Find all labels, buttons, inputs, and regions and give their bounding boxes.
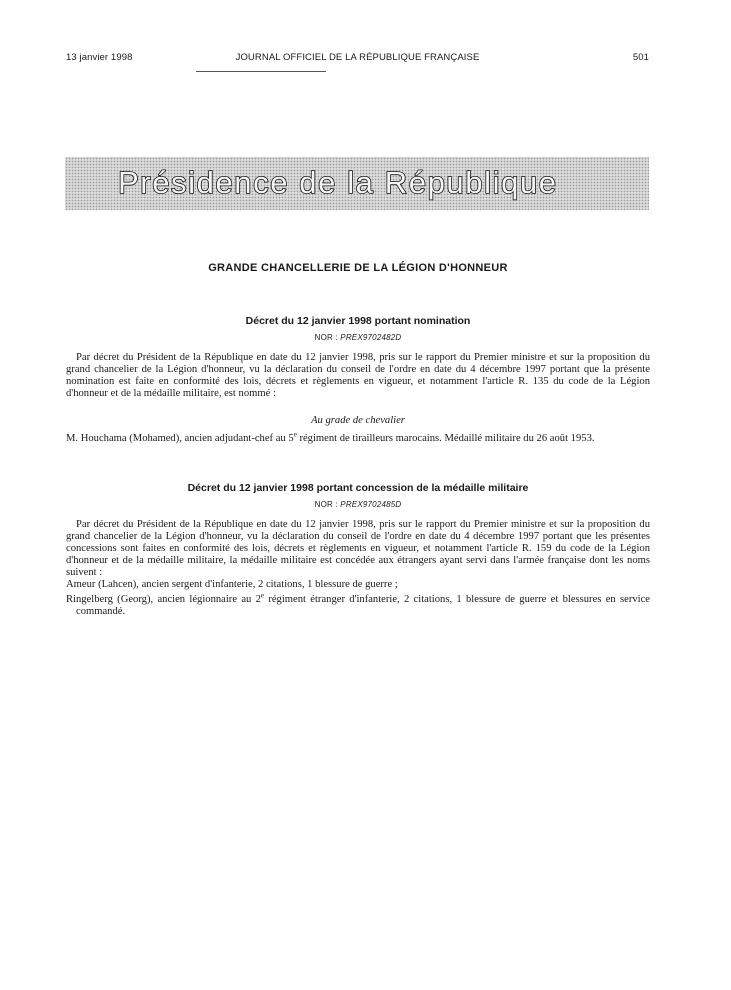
decree-1-entry [66,430,650,445]
decree-2-nor [66,500,650,509]
decree-2-entry-2 [66,591,650,618]
decree-1-nor [66,333,650,342]
decree-2-nor-label: NOR : [314,500,338,509]
banner-title: Présidence de la République [118,165,558,200]
decree-2-entry-1: Ameur (Lahcen), ancien sergent d'infanterie, 2 citations, 1 blessure de guerre ; [66,579,398,590]
decree-2-title: Décret du 12 janvier 1998 portant concession de la médaille militaire [187,482,529,494]
header-journal-title: JOURNAL OFFICIEL DE LA RÉPUBLIQUE FRANÇAISE [235,52,480,63]
decree-2-entry-2-text: Ringelberg (Georg), ancien légionnaire au 2 [66,594,261,605]
decree-1-nor-label: NOR : [314,333,338,342]
header-page-number: 501 [632,52,649,63]
decree-2-entry-2-text-end: régiment étranger d'infanterie, 2 citations, 1 blessure de guerre et blessures en service commandé. [76,594,650,617]
decree-1-paragraph: Par décret du Président de la République en date du 12 janvier 1998, pris sur le rapport du Premier ministre et sur la proposition du grand chancelier de la Légion d'honneur, vu la déclaration du conseil de l'ordre en date du 4 décembre 1997 portant que la présente nomination est faite en conformité des lois, décrets et règlements en vigueur, et notamment l'article R. 135 du code de la Légion d'honneur et de la médaille militaire, est nommé : [66,352,650,399]
decree-1-title: Décret du 12 janvier 1998 portant nomination [245,315,471,327]
decree-1-nor-code: PREX9702482D [340,333,402,342]
decree-1-entry-sup: e [293,430,297,439]
section-title: GRANDE CHANCELLERIE DE LA LÉGION D'HONNEUR [208,262,508,274]
decree-2-entry-2-sup: e [260,591,265,600]
presidence-banner [65,157,649,210]
running-header [66,52,649,66]
decree-1-entry-text-end: régiment de tirailleurs marocains. Médaillé militaire du 26 août 1953. [296,433,595,444]
decree-2-nor-code: PREX9702485D [340,500,402,509]
decree-2-paragraph: Par décret du Président de la République en date du 12 janvier 1998, pris sur le rapport du Premier ministre et sur la proposition du grand chancelier de la Légion d'honneur, vu la déclaration du conseil de l'ordre en date du 4 décembre 1997 portant que les présentes concessions sont faites en conformité des lois, décrets et règlements en vigueur, et notamment l'article R. 159 du code de la Légion d'honneur et de la médaille militaire, la médaille militaire est concédée aux étrangers ayant servi dans l'armée française dont les noms suivent : [66,519,650,578]
decree-1-grade: Au grade de chevalier [311,415,405,426]
header-date: 13 janvier 1998 [66,52,133,63]
header-divider [196,71,326,72]
decree-1-entry-text: M. Houchama (Mohamed), ancien adjudant-chef au 5 [66,433,294,444]
